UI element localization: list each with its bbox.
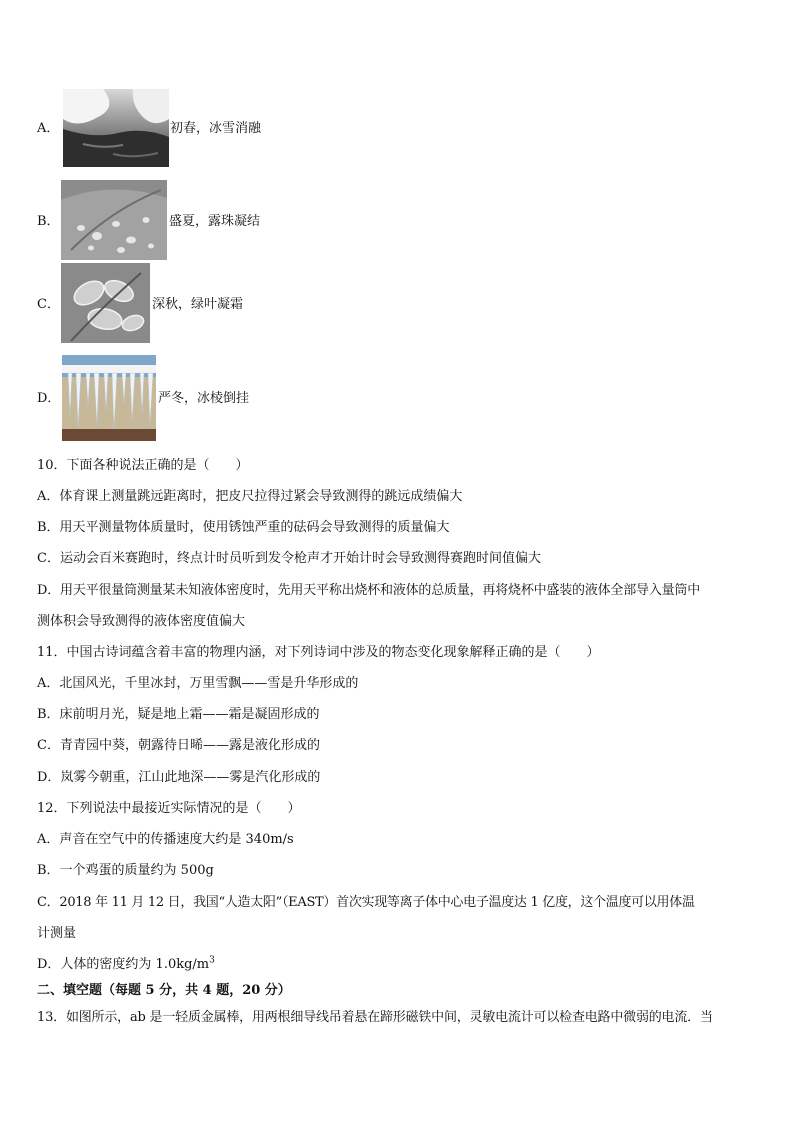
section-heading: 二、填空题（每题 5 分，共 4 题，20 分） (37, 983, 291, 998)
option-letter-d: D． (37, 391, 61, 406)
option-caption-b: 盛夏，露珠凝结 (169, 214, 261, 229)
q10-option-d-line1: D．用天平很量筒测量某未知液体密度时，先用天平称出烧杯和液体的总质量，再将烧杯中盛装的液体全部导入量筒中 (37, 583, 701, 598)
q11-option-c: C．青青园中葵，朝露待日晞——露是液化形成的 (37, 738, 320, 753)
option-letter-c: C． (37, 297, 60, 312)
q10-option-c: C．运动会百米赛跑时，终点计时员听到发令枪声才开始计时会导致测得赛跑时间值偏大 (37, 551, 541, 566)
q12-option-d-superscript: 3 (209, 955, 215, 966)
q10-option-d-line2: 测体积会导致测得的液体密度值偏大 (37, 614, 246, 629)
q10-option-b: B．用天平测量物体质量时，使用锈蚀严重的砝码会导致测得的质量偏大 (37, 520, 450, 535)
option-caption-c: 深秋，绿叶凝霜 (152, 297, 244, 312)
q12-option-c-line1: C．2018 年 11 月 12 日，我国“人造太阳”（EAST）首次实现等离子体中心电子温度达 1 亿度，这个温度可以用体温 (37, 895, 695, 910)
q11-option-a: A．北国风光，千里冰封，万里雪飘——雪是升华形成的 (37, 676, 359, 691)
option-letter-a: A． (37, 121, 60, 136)
q12-option-d (37, 956, 215, 974)
q12-option-b: B．一个鸡蛋的质量约为 500g (37, 863, 214, 878)
q12-option-d-text: D．人体的密度约为 1.0kg/m (37, 957, 210, 972)
q10-stem: 10．下面各种说法正确的是（ ） (37, 458, 249, 473)
q12-option-c-line2: 计测量 (37, 926, 77, 941)
option-caption-a: 初春，冰雪消融 (170, 121, 262, 136)
option-letter-b: B． (37, 214, 60, 229)
q12-option-a: A．声音在空气中的传播速度大约是 340m/s (37, 832, 294, 847)
option-caption-d: 严冬，冰棱倒挂 (158, 391, 250, 406)
melting-snow-image (63, 89, 169, 167)
q10-option-a: A．体育课上测量跳远距离时，把皮尺拉得过紧会导致测得的跳远成绩偏大 (37, 489, 463, 504)
q11-option-b: B．床前明月光，疑是地上霜——霜是凝固形成的 (37, 707, 320, 722)
dew-drops-image (61, 180, 167, 260)
q12-stem: 12．下列说法中最接近实际情况的是（ ） (37, 801, 301, 816)
q11-stem: 11．中国古诗词蕴含着丰富的物理内涵，对下列诗词中涉及的物态变化现象解释正确的是（ ） (37, 645, 600, 660)
q13-stem: 13．如图所示，ab 是一轻质金属棒，用两根细导线吊着悬在蹄形磁铁中间，灵敏电流计可以检查电路中微弱的电流．当 (37, 1010, 713, 1025)
frosted-leaves-image (61, 263, 150, 343)
q11-option-d: D．岚雾今朝重，江山此地深——雾是汽化形成的 (37, 770, 321, 785)
icicles-image (62, 355, 156, 441)
